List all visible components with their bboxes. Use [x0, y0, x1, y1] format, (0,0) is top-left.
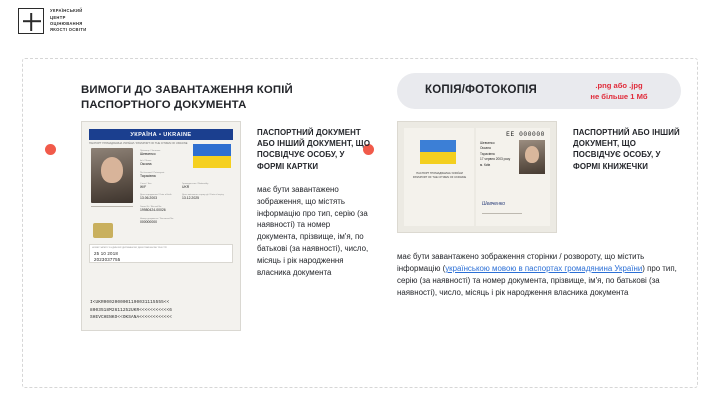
id-card-name — [140, 160, 152, 166]
right-heading: ПАСПОРТНИЙ АБО ІНШИЙ ДОКУМЕНТ, ЩО ПОСВІДЧУЄ ОСОБУ, У ФОРМІ КНИЖЕЧКИ — [573, 128, 680, 171]
id-card-expiry-date — [182, 194, 224, 200]
id-card-surname-value: Шевченко — [140, 152, 156, 156]
logo-text — [50, 8, 86, 33]
logo-text-line-1: УКРАЇНСЬКИЙ — [50, 8, 83, 14]
status-badge — [397, 73, 681, 109]
passport-holder-details — [480, 141, 520, 168]
id-card-patronymic-label: По батькові / Patronymic — [140, 172, 165, 174]
id-card-registry-title: НОМЕР ЗАПИСУ В ЄДИНОМУ ДЕРЖАВНОМУ ДЕМОГРАФІЧНОМУ РЕЄСТРІ — [92, 246, 167, 249]
id-card-mrz — [90, 299, 232, 322]
ukraine-flag-icon — [193, 144, 231, 168]
id-card-document-number-value: 000000000 — [140, 220, 157, 224]
passport-patronymic: Тарасівна — [480, 151, 495, 156]
id-card-document-number — [140, 218, 174, 224]
id-card-country-band: УКРАЇНА • UKRAINE — [89, 129, 233, 140]
badge-note-line-1: .png або .jpg — [595, 81, 643, 90]
id-card-name-value: Оксана — [140, 162, 152, 166]
id-card-nationality-label: Громадянство / Nationality — [182, 183, 209, 185]
logo-text-line-3: ОЦІНЮВАННЯ — [50, 21, 83, 26]
passport-birth-date: 17 червня 2003 року — [480, 157, 511, 162]
id-card-registry-date: 25 10 2018 — [94, 251, 118, 256]
organization-logo — [18, 8, 86, 34]
passport-left-page — [404, 128, 474, 226]
id-card-patronymic-value: Тарасівна — [140, 174, 156, 178]
right-text-block — [573, 127, 685, 172]
passport-name: Оксана — [480, 146, 491, 151]
id-card-nationality-value: UKR — [182, 185, 190, 189]
passport-right-page — [476, 128, 550, 226]
id-card-registry-strip — [89, 244, 233, 263]
id-card-name-label: Ім'я / Name — [140, 160, 152, 162]
right-description-link[interactable]: українською мовою в паспортах громадянина України — [445, 263, 643, 273]
passport-left-page-text: ПАСПОРТ ГРОМАДЯНИНА УКРАЇНИ PASSPORT OF THE CITIZEN OF UKRAINE — [412, 172, 467, 180]
id-card-mrz-line-1: I<UKR0002000001190031115555<< — [90, 299, 170, 305]
logo-text-line-4: ЯКОСТІ ОСВІТИ — [50, 27, 87, 33]
left-description: має бути завантажено зображення, що містять інформацію про тип, серію (за наявності) та номер документа, прізвище, ім'я, по батькові (за наявності), число, місяць і рік народження власника документа — [257, 184, 369, 277]
logo-text-line-2: ЦЕНТР — [50, 14, 66, 20]
logo-mark-icon — [18, 8, 44, 34]
passport-signature: Шевченко — [482, 201, 522, 214]
id-card-document-number-label: Номер документа / Document No. — [140, 218, 174, 220]
right-description — [397, 251, 685, 298]
id-card-sex — [140, 183, 151, 189]
id-card-mrz-line-2: 8003518M2611252UKR<<<<<<<<<<<6 — [90, 307, 173, 313]
id-card-nationality — [182, 183, 208, 189]
passport-photo — [519, 140, 545, 174]
id-card-registry-number: 2023037755 — [94, 257, 121, 262]
id-card-band-subtitle: ПАСПОРТ ГРОМАДЯНИНА УКРАЇНИ / PASSPORT OF THE CITIZEN OF UKRAINE — [89, 142, 188, 145]
id-card-record-number-label: Запис № / Record No. — [140, 206, 162, 208]
right-description-part-2: ) про тип, серію (за наявності) та номер документа, прізвище, ім'я, по батькові (за наявності), число, місяць і рік народження власника документа — [397, 263, 677, 297]
id-card-expiry-date-label: Дата закінчення строку дії / Date of expiry — [182, 194, 224, 196]
id-card-expiry-date-value: 13.12.2025 — [182, 196, 199, 200]
right-description-part-1: має бути завантажено зображення сторінки / розвороту, що містить інформацію ( — [397, 252, 645, 273]
id-card-sex-label: Стать / Sex — [140, 183, 152, 185]
slide-card — [22, 58, 698, 388]
id-card-sex-value: Ж/F — [140, 185, 147, 189]
id-card-patronymic — [140, 172, 165, 178]
passport-surname: Шевченко — [480, 141, 495, 145]
id-card-birth-date — [140, 194, 172, 200]
id-card-signature-line — [91, 206, 133, 219]
passport-birth-place: м. Київ — [480, 162, 491, 167]
page-title: ВИМОГИ ДО ЗАВАНТАЖЕННЯ КОПІЙ ПАСПОРТНОГО ДОКУМЕНТА — [81, 84, 293, 112]
badge-note-line-2: не більше 1 Мб — [590, 92, 648, 102]
passport-booklet-image — [397, 121, 557, 233]
id-card-image — [81, 121, 241, 331]
id-card-birth-date-value: 13.06.2003 — [140, 196, 157, 200]
badge-note — [573, 80, 665, 103]
ukraine-flag-icon — [420, 140, 456, 164]
id-card-surname-label: Прізвище / Surname — [140, 150, 161, 152]
left-heading: ПАСПОРТНИЙ ДОКУМЕНТ АБО ІНШИЙ ДОКУМЕНТ, ЩО ПОСВІДЧУЄ ОСОБУ, У ФОРМІ КАРТКИ — [257, 128, 371, 171]
id-card-birth-date-label: Дата народження / Date of birth — [140, 194, 172, 196]
id-card-record-number — [140, 206, 166, 212]
id-card-record-number-value: 19980424-00026 — [140, 208, 166, 212]
badge-label: КОПІЯ/ФОТОКОПІЯ — [425, 84, 538, 96]
id-card-mrz-line-3: SHEVCHENKO<<OKSANA<<<<<<<<<<<< — [90, 315, 173, 321]
id-card-chip-icon — [93, 223, 113, 238]
bullet-dot-left — [45, 144, 56, 155]
left-text-block — [257, 127, 371, 279]
id-card-surname — [140, 150, 160, 156]
id-card-photo — [91, 148, 133, 203]
passport-number: ЕЕ 000000 — [506, 131, 545, 138]
